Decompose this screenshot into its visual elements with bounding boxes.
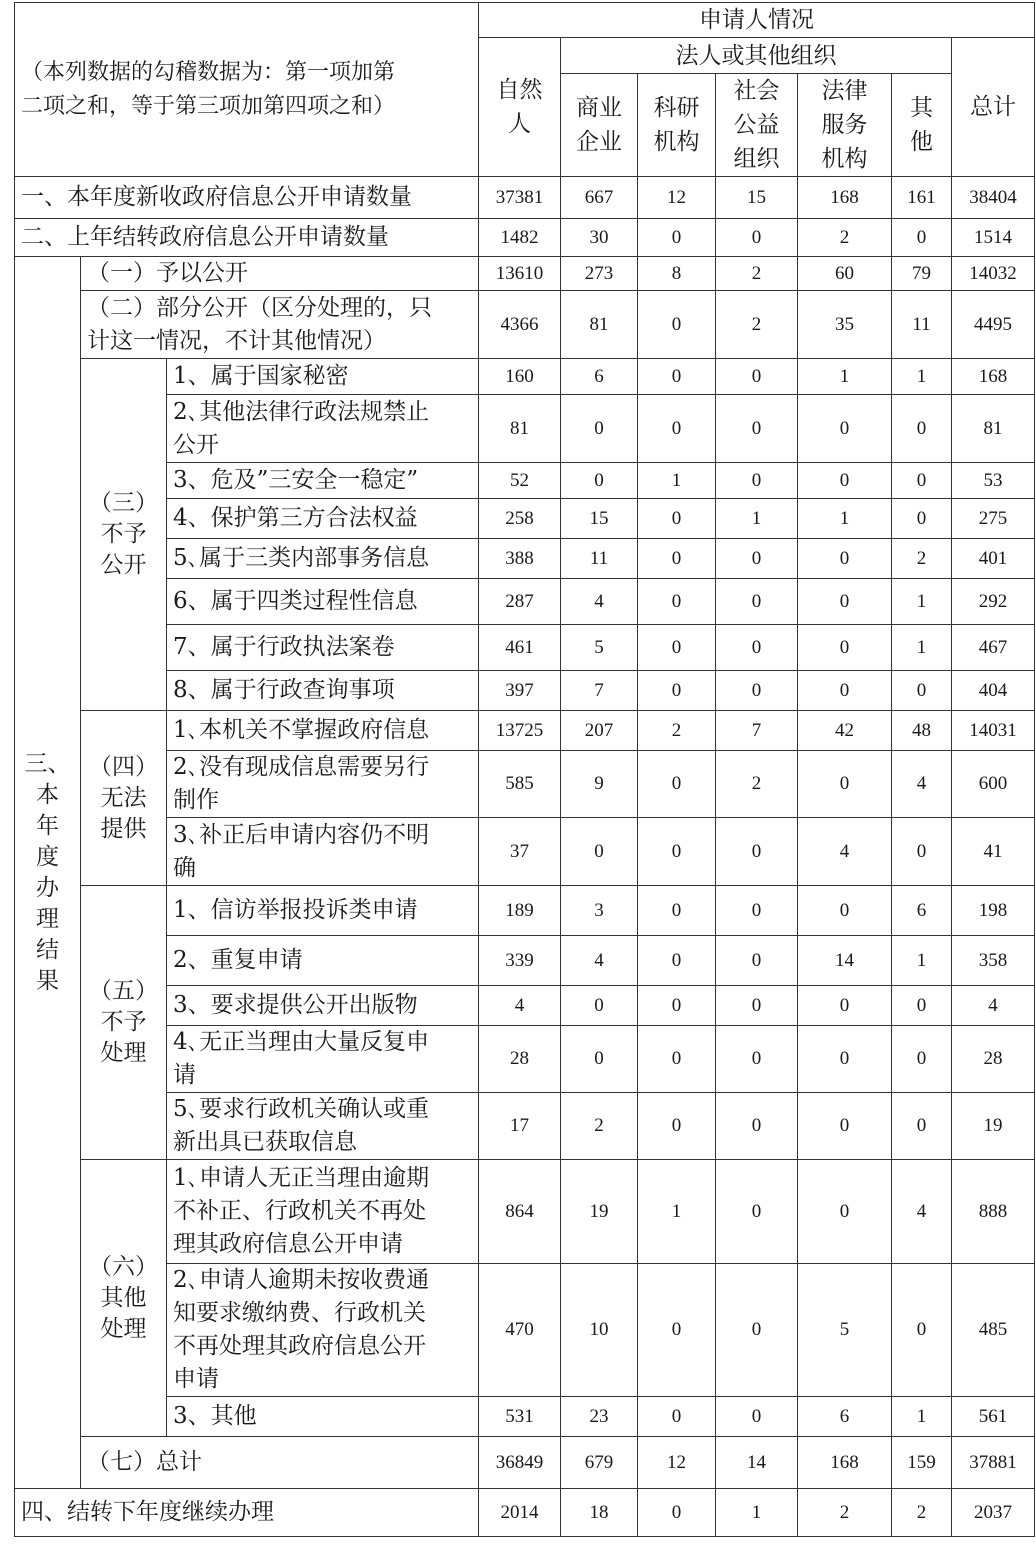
section-three-title-line-4: 度: [36, 843, 59, 870]
not-disclosed-group-item-4-commercial: 15: [561, 499, 638, 539]
row-partially-disclosed-label: [81, 291, 479, 359]
not-processed-group-item-3: [15, 986, 1035, 1026]
not-processed-group-item-3-research: 0: [638, 986, 716, 1026]
not-disclosed-group-item-3-other: 0: [892, 463, 952, 499]
not-processed-group-item-3-legal-service: 0: [798, 986, 892, 1026]
other-processing-group-item-3-natural: 531: [479, 1397, 561, 1437]
cannot-provide-group-label: [81, 711, 167, 886]
not-disclosed-group-item-6-legal-service: 0: [798, 579, 892, 625]
cannot-provide-group-item-2-legal-service: 0: [798, 751, 892, 818]
not-disclosed-group-item-8-research: 0: [638, 671, 716, 711]
not-disclosed-group-item-6-label-line-1: 6、属于四类过程性信息: [173, 588, 418, 614]
not-disclosed-group-item-1-legal-service: 1: [798, 359, 892, 395]
not-processed-group-item-1-other: 6: [892, 886, 952, 936]
other-processing-group-item-1-label-line-3: 理其政府信息公开申请: [173, 1231, 403, 1257]
row-grand-total-commercial: 679: [561, 1437, 638, 1489]
not-disclosed-group-item-4-label: [167, 499, 479, 539]
row-grand-total: [15, 1437, 1035, 1489]
cannot-provide-group-item-2-natural: 585: [479, 751, 561, 818]
not-disclosed-group-item-6: [15, 579, 1035, 625]
not-disclosed-group-label-line-2: 不予: [100, 521, 147, 547]
not-disclosed-group-item-5-research: 0: [638, 539, 716, 579]
other-processing-group-item-2-other: 0: [892, 1264, 952, 1397]
not-processed-group-item-5-public-welfare: 0: [716, 1093, 798, 1160]
row-disclosed-label: （一）予以公开: [81, 257, 479, 291]
not-disclosed-group-item-5: [15, 539, 1035, 579]
not-disclosed-group-item-5-natural: 388: [479, 539, 561, 579]
row-new-requests-other: 161: [892, 177, 952, 219]
row-carried-over-legal-service: 2: [798, 219, 892, 257]
row-grand-total-legal-service: 168: [798, 1437, 892, 1489]
not-disclosed-group-item-2-research: 0: [638, 395, 716, 463]
not-disclosed-group-item-4-legal-service: 1: [798, 499, 892, 539]
not-disclosed-group-item-3-label-line-1: 3、危及”三安全一稳定”: [173, 467, 419, 493]
not-disclosed-group-item-3: [15, 463, 1035, 499]
not-disclosed-group-item-5-label-line-1: 5､属于三类内部事务信息: [173, 545, 430, 571]
other-processing-group-item-1-total: 888: [952, 1160, 1035, 1264]
not-disclosed-group-item-5-commercial: 11: [561, 539, 638, 579]
not-processed-group-item-5-label-line-1: 5､要求行政机关确认或重: [173, 1096, 430, 1122]
not-processed-group-item-4-other: 0: [892, 1026, 952, 1093]
other-processing-group-item-1-label-line-2: 不补正、行政机关不再处: [173, 1198, 426, 1224]
not-processed-group-item-4-label: [167, 1026, 479, 1093]
cannot-provide-group-item-2-label: [167, 751, 479, 818]
not-disclosed-group-item-1-label-line-1: 1、属于国家秘密: [173, 363, 349, 389]
row-carried-over: [15, 219, 1035, 257]
not-processed-group-item-4-label-line-2: 请: [173, 1062, 196, 1088]
other-processing-group-item-3-total: 561: [952, 1397, 1035, 1437]
other-processing-group-label-line-1: （六）: [89, 1253, 158, 1280]
not-processed-group-item-5: [15, 1093, 1035, 1160]
not-disclosed-group-item-4-total: 275: [952, 499, 1035, 539]
row-partially-disclosed-other: 11: [892, 291, 952, 359]
row-new-requests-total: 38404: [952, 177, 1035, 219]
row-carry-next-year-other: 2: [892, 1489, 952, 1537]
not-disclosed-group-item-2-total: 81: [952, 395, 1035, 463]
not-processed-group-label: [81, 886, 167, 1160]
section-three-title-line-6: 理: [36, 905, 59, 932]
row-grand-total-natural: 36849: [479, 1437, 561, 1489]
cannot-provide-group-item-3-other: 0: [892, 818, 952, 886]
not-processed-group-item-1-commercial: 3: [561, 886, 638, 936]
not-disclosed-group-item-8-commercial: 7: [561, 671, 638, 711]
cannot-provide-group-item-3-natural: 37: [479, 818, 561, 886]
not-processed-group-item-3-total: 4: [952, 986, 1035, 1026]
not-disclosed-group-item-6-research: 0: [638, 579, 716, 625]
cannot-provide-group-item-1-natural: 13725: [479, 711, 561, 751]
not-processed-group-item-2-natural: 339: [479, 936, 561, 986]
row-disclosed-total: 14032: [952, 257, 1035, 291]
cannot-provide-group-item-1: [15, 711, 1035, 751]
header-commercial: 商业 企业: [561, 74, 638, 177]
header-natural: 自然 人: [479, 38, 561, 177]
cannot-provide-group-item-3-label-line-2: 确: [173, 854, 196, 881]
not-processed-group-item-5-research: 0: [638, 1093, 716, 1160]
not-processed-group-label-line-3: 处理: [100, 1040, 147, 1066]
not-processed-group-item-4-label-line-1: 4､无正当理由大量反复申: [173, 1029, 430, 1055]
cannot-provide-group-label-line-1: （四）: [89, 753, 158, 780]
row-partially-disclosed-public-welfare: 2: [716, 291, 798, 359]
not-processed-group-item-2-public-welfare: 0: [716, 936, 798, 986]
not-disclosed-group-label: [81, 359, 167, 711]
not-disclosed-group-item-1-research: 0: [638, 359, 716, 395]
section-three-title-line-2: 本: [36, 781, 59, 808]
not-processed-group-item-1: [15, 886, 1035, 936]
header-legal-group: 法人或其他组织: [561, 38, 952, 74]
cannot-provide-group-item-2-total: 600: [952, 751, 1035, 818]
other-processing-group-item-1-natural: 864: [479, 1160, 561, 1264]
not-processed-group-item-2-other: 1: [892, 936, 952, 986]
cannot-provide-group-item-3-public-welfare: 0: [716, 818, 798, 886]
row-carry-next-year-research: 0: [638, 1489, 716, 1537]
row-carry-next-year-label: 四、结转下年度继续办理: [15, 1489, 479, 1537]
cannot-provide-group-item-1-label-line-1: 1､本机关不掌握政府信息: [173, 717, 430, 743]
not-disclosed-group-item-4-research: 0: [638, 499, 716, 539]
not-disclosed-group-item-2-public-welfare: 0: [716, 395, 798, 463]
not-processed-group-item-4: [15, 1026, 1035, 1093]
cannot-provide-group-item-3-label-line-1: 3､补正后申请内容仍不明: [173, 821, 430, 848]
cannot-provide-group-item-1-public-welfare: 7: [716, 711, 798, 751]
other-processing-group-item-3-public-welfare: 0: [716, 1397, 798, 1437]
cannot-provide-group-item-2-label-line-2: 制作: [173, 787, 219, 813]
cannot-provide-group-item-2-public-welfare: 2: [716, 751, 798, 818]
not-disclosed-group-item-3-commercial: 0: [561, 463, 638, 499]
other-processing-group-item-2-label-line-2: 知要求缴纳费、行政机关: [173, 1300, 426, 1326]
other-processing-group-item-2: [15, 1264, 1035, 1397]
cannot-provide-group-item-1-label: [167, 711, 479, 751]
row-carry-next-year: [15, 1489, 1035, 1537]
other-processing-group-item-1-label: [167, 1160, 479, 1264]
row-carried-over-public-welfare: 0: [716, 219, 798, 257]
not-disclosed-group-item-3-label: [167, 463, 479, 499]
not-disclosed-group-item-5-public-welfare: 0: [716, 539, 798, 579]
not-processed-group-item-3-natural: 4: [479, 986, 561, 1026]
not-processed-group-item-4-research: 0: [638, 1026, 716, 1093]
row-new-requests-research: 12: [638, 177, 716, 219]
not-disclosed-group-item-7-legal-service: 0: [798, 625, 892, 671]
not-disclosed-group-item-6-total: 292: [952, 579, 1035, 625]
row-disclosed-other: 79: [892, 257, 952, 291]
not-disclosed-group-item-1-other: 1: [892, 359, 952, 395]
not-disclosed-group-item-2-legal-service: 0: [798, 395, 892, 463]
not-processed-group-item-2-commercial: 4: [561, 936, 638, 986]
cannot-provide-group-item-2-other: 4: [892, 751, 952, 818]
other-processing-group-item-2-research: 0: [638, 1264, 716, 1397]
section-three-title-line-8: 果: [36, 967, 59, 994]
not-disclosed-group-item-7-research: 0: [638, 625, 716, 671]
not-processed-group-item-2-label-line-1: 2、重复申请: [173, 947, 303, 973]
row-carry-next-year-commercial: 18: [561, 1489, 638, 1537]
not-disclosed-group-label-line-3: 公开: [100, 552, 147, 578]
section-three-title-line-5: 办: [36, 874, 59, 901]
not-disclosed-group-item-3-public-welfare: 0: [716, 463, 798, 499]
row-grand-total-public-welfare: 14: [716, 1437, 798, 1489]
not-processed-group-item-5-total: 19: [952, 1093, 1035, 1160]
not-processed-group-item-3-label-line-1: 3、要求提供公开出版物: [173, 992, 418, 1018]
header-public-welfare: 社会 公益 组织: [716, 74, 798, 177]
cannot-provide-group-item-3-legal-service: 4: [798, 818, 892, 886]
not-disclosed-group-item-2: [15, 395, 1035, 463]
not-disclosed-group-item-8-public-welfare: 0: [716, 671, 798, 711]
row-partially-disclosed-commercial: 81: [561, 291, 638, 359]
cannot-provide-group-item-1-commercial: 207: [561, 711, 638, 751]
not-disclosed-group-item-1-public-welfare: 0: [716, 359, 798, 395]
other-processing-group-item-2-total: 485: [952, 1264, 1035, 1397]
other-processing-group-item-3-legal-service: 6: [798, 1397, 892, 1437]
section-three-title-line-3: 年: [36, 812, 59, 839]
not-processed-group-item-5-label-line-2: 新出具已获取信息: [173, 1129, 357, 1155]
not-processed-group-item-1-public-welfare: 0: [716, 886, 798, 936]
not-disclosed-group-item-6-natural: 287: [479, 579, 561, 625]
not-disclosed-group-item-2-label-line-2: 公开: [173, 431, 219, 458]
not-disclosed-group-item-2-natural: 81: [479, 395, 561, 463]
cannot-provide-group-item-1-total: 14031: [952, 711, 1035, 751]
not-disclosed-group-item-4-public-welfare: 1: [716, 499, 798, 539]
not-processed-group-item-1-label-line-1: 1、信访举报投诉类申请: [173, 897, 418, 923]
not-disclosed-group-item-2-label: [167, 395, 479, 463]
not-processed-group-item-2-legal-service: 14: [798, 936, 892, 986]
not-disclosed-group-item-8-total: 404: [952, 671, 1035, 711]
not-disclosed-group-item-8-other: 0: [892, 671, 952, 711]
section-three-title-line-7: 结: [36, 936, 59, 963]
not-disclosed-group-item-8-natural: 397: [479, 671, 561, 711]
other-processing-group-item-2-label-line-4: 申请: [173, 1366, 219, 1392]
row-disclosed-legal-service: 60: [798, 257, 892, 291]
cannot-provide-group-item-1-other: 48: [892, 711, 952, 751]
row-new-requests-natural: 37381: [479, 177, 561, 219]
not-disclosed-group-item-1-commercial: 6: [561, 359, 638, 395]
not-disclosed-group-item-7-natural: 461: [479, 625, 561, 671]
other-processing-group-item-2-natural: 470: [479, 1264, 561, 1397]
not-processed-group-item-3-label: [167, 986, 479, 1026]
cannot-provide-group-item-1-research: 2: [638, 711, 716, 751]
other-processing-group-item-3-research: 0: [638, 1397, 716, 1437]
not-processed-group-item-4-total: 28: [952, 1026, 1035, 1093]
other-processing-group-item-1-legal-service: 0: [798, 1160, 892, 1264]
not-disclosed-group-item-2-commercial: 0: [561, 395, 638, 463]
row-disclosed-commercial: 273: [561, 257, 638, 291]
not-disclosed-group-item-8-label: [167, 671, 479, 711]
not-processed-group-item-1-label: [167, 886, 479, 936]
not-disclosed-group-item-6-public-welfare: 0: [716, 579, 798, 625]
not-disclosed-group-item-4-other: 0: [892, 499, 952, 539]
not-disclosed-group-label-line-1: （三）: [89, 490, 158, 516]
not-disclosed-group-item-4-label-line-1: 4、保护第三方合法权益: [173, 505, 418, 531]
row-partially-disclosed-label-line-1: （二）部分公开（区分处理的，只: [87, 294, 432, 321]
not-disclosed-group-item-7-label-line-1: 7、属于行政执法案卷: [173, 634, 395, 660]
other-processing-group-item-2-label-line-1: 2､申请人逾期未按收费通: [173, 1267, 430, 1293]
other-processing-group-item-1-research: 1: [638, 1160, 716, 1264]
row-carried-over-total: 1514: [952, 219, 1035, 257]
row-disclosed-public-welfare: 2: [716, 257, 798, 291]
other-processing-group-item-2-public-welfare: 0: [716, 1264, 798, 1397]
not-disclosed-group-item-2-other: 0: [892, 395, 952, 463]
row-partially-disclosed-legal-service: 35: [798, 291, 892, 359]
section-three-title: [15, 257, 81, 1489]
row-grand-total-label: （七）总计: [81, 1437, 479, 1489]
not-processed-group-item-1-research: 0: [638, 886, 716, 936]
cannot-provide-group-item-3: [15, 818, 1035, 886]
not-processed-group-item-3-public-welfare: 0: [716, 986, 798, 1026]
disclosure-statistics-table: [14, 2, 1035, 1537]
other-processing-group-label-line-2: 其他: [100, 1284, 147, 1311]
not-disclosed-group-item-8-label-line-1: 8、属于行政查询事项: [173, 677, 395, 703]
other-processing-group-item-3: [15, 1397, 1035, 1437]
header-total: 总计: [952, 38, 1035, 177]
row-disclosed: [15, 257, 1035, 291]
note-cell: [15, 3, 479, 177]
other-processing-group-item-2-legal-service: 5: [798, 1264, 892, 1397]
other-processing-group-item-3-label-line-1: 3、其他: [173, 1403, 257, 1429]
cannot-provide-group-item-2-label-line-1: 2､没有现成信息需要另行: [173, 754, 430, 780]
not-disclosed-group-item-6-commercial: 4: [561, 579, 638, 625]
other-processing-group-item-1-commercial: 19: [561, 1160, 638, 1264]
not-processed-group-item-4-natural: 28: [479, 1026, 561, 1093]
not-disclosed-group-item-5-label: [167, 539, 479, 579]
other-processing-group-item-2-label-line-3: 不再处理其政府信息公开: [173, 1333, 426, 1359]
not-processed-group-item-5-natural: 17: [479, 1093, 561, 1160]
other-processing-group-item-1-label-line-1: 1､申请人无正当理由逾期: [173, 1165, 430, 1191]
cannot-provide-group-item-1-legal-service: 42: [798, 711, 892, 751]
row-partially-disclosed-natural: 4366: [479, 291, 561, 359]
not-disclosed-group-item-8-legal-service: 0: [798, 671, 892, 711]
other-processing-group-label-line-3: 处理: [100, 1315, 147, 1342]
not-processed-group-item-2-label: [167, 936, 479, 986]
header-other: 其 他: [892, 74, 952, 177]
other-processing-group-item-1-public-welfare: 0: [716, 1160, 798, 1264]
not-disclosed-group-item-7-public-welfare: 0: [716, 625, 798, 671]
row-carried-over-commercial: 30: [561, 219, 638, 257]
not-disclosed-group-item-1-total: 168: [952, 359, 1035, 395]
row-grand-total-other: 159: [892, 1437, 952, 1489]
row-grand-total-total: 37881: [952, 1437, 1035, 1489]
not-processed-group-item-3-commercial: 0: [561, 986, 638, 1026]
other-processing-group-item-3-label: [167, 1397, 479, 1437]
cannot-provide-group-item-2: [15, 751, 1035, 818]
other-processing-group-item-1-other: 4: [892, 1160, 952, 1264]
not-disclosed-group-item-5-other: 2: [892, 539, 952, 579]
not-disclosed-group-item-5-legal-service: 0: [798, 539, 892, 579]
cannot-provide-group-item-3-total: 41: [952, 818, 1035, 886]
not-disclosed-group-item-3-legal-service: 0: [798, 463, 892, 499]
not-processed-group-item-5-legal-service: 0: [798, 1093, 892, 1160]
row-carried-over-label: 二、上年结转政府信息公开申请数量: [15, 219, 479, 257]
row-disclosed-research: 8: [638, 257, 716, 291]
not-disclosed-group-item-7-other: 1: [892, 625, 952, 671]
not-disclosed-group-item-3-natural: 52: [479, 463, 561, 499]
section-three-title-line-1: 三、: [24, 750, 71, 777]
not-disclosed-group-item-6-label: [167, 579, 479, 625]
row-new-requests-commercial: 667: [561, 177, 638, 219]
row-carried-over-research: 0: [638, 219, 716, 257]
not-disclosed-group-item-5-total: 401: [952, 539, 1035, 579]
not-processed-group-item-2: [15, 936, 1035, 986]
header-applicant: 申请人情况: [479, 3, 1035, 38]
row-carry-next-year-natural: 2014: [479, 1489, 561, 1537]
other-processing-group-item-2-label: [167, 1264, 479, 1397]
not-disclosed-group-item-1-natural: 160: [479, 359, 561, 395]
not-disclosed-group-item-4-natural: 258: [479, 499, 561, 539]
other-processing-group-item-2-commercial: 10: [561, 1264, 638, 1397]
row-partially-disclosed-research: 0: [638, 291, 716, 359]
cannot-provide-group-label-line-3: 提供: [100, 815, 147, 842]
not-processed-group-label-line-1: （五）: [89, 978, 158, 1004]
not-disclosed-group-item-3-total: 53: [952, 463, 1035, 499]
row-partially-disclosed: [15, 291, 1035, 359]
not-processed-group-item-5-label: [167, 1093, 479, 1160]
row-new-requests-legal-service: 168: [798, 177, 892, 219]
row-partially-disclosed-label-line-2: 计这一情况，不计其他情况）: [87, 327, 386, 354]
not-disclosed-group-item-7-commercial: 5: [561, 625, 638, 671]
row-partially-disclosed-total: 4495: [952, 291, 1035, 359]
cannot-provide-group-item-3-label: [167, 818, 479, 886]
note-line-2: 二项之和，等于第三项加第四项之和）: [21, 93, 396, 119]
cannot-provide-group-item-3-research: 0: [638, 818, 716, 886]
row-new-requests: [15, 177, 1035, 219]
not-disclosed-group-item-7: [15, 625, 1035, 671]
row-new-requests-label: 一、本年度新收政府信息公开申请数量: [15, 177, 479, 219]
not-processed-group-item-4-legal-service: 0: [798, 1026, 892, 1093]
not-disclosed-group-item-6-other: 1: [892, 579, 952, 625]
not-processed-group-label-line-2: 不予: [100, 1009, 147, 1035]
other-processing-group-label: [81, 1160, 167, 1437]
other-processing-group-item-3-other: 1: [892, 1397, 952, 1437]
not-disclosed-group-item-3-research: 1: [638, 463, 716, 499]
not-disclosed-group-item-8: [15, 671, 1035, 711]
not-disclosed-group-item-1: [15, 359, 1035, 395]
not-processed-group-item-2-total: 358: [952, 936, 1035, 986]
not-processed-group-item-4-public-welfare: 0: [716, 1026, 798, 1093]
not-processed-group-item-1-total: 198: [952, 886, 1035, 936]
row-carried-over-other: 0: [892, 219, 952, 257]
not-disclosed-group-item-2-label-line-1: 2､其他法律行政法规禁止: [173, 398, 430, 425]
not-disclosed-group-item-7-total: 467: [952, 625, 1035, 671]
cannot-provide-group-item-3-commercial: 0: [561, 818, 638, 886]
other-processing-group-item-1: [15, 1160, 1035, 1264]
not-processed-group-item-5-commercial: 2: [561, 1093, 638, 1160]
row-carry-next-year-total: 2037: [952, 1489, 1035, 1537]
row-carry-next-year-public-welfare: 1: [716, 1489, 798, 1537]
not-processed-group-item-5-other: 0: [892, 1093, 952, 1160]
not-processed-group-item-4-commercial: 0: [561, 1026, 638, 1093]
header-research: 科研 机构: [638, 74, 716, 177]
not-processed-group-item-3-other: 0: [892, 986, 952, 1026]
row-disclosed-natural: 13610: [479, 257, 561, 291]
cannot-provide-group-item-2-research: 0: [638, 751, 716, 818]
row-grand-total-research: 12: [638, 1437, 716, 1489]
not-disclosed-group-item-4: [15, 499, 1035, 539]
row-carried-over-natural: 1482: [479, 219, 561, 257]
not-processed-group-item-1-legal-service: 0: [798, 886, 892, 936]
row-carry-next-year-legal-service: 2: [798, 1489, 892, 1537]
not-processed-group-item-1-natural: 189: [479, 886, 561, 936]
header-legal-service: 法律 服务 机构: [798, 74, 892, 177]
other-processing-group-item-3-commercial: 23: [561, 1397, 638, 1437]
not-processed-group-item-2-research: 0: [638, 936, 716, 986]
not-disclosed-group-item-7-label: [167, 625, 479, 671]
cannot-provide-group-label-line-2: 无法: [100, 784, 147, 811]
row-new-requests-public-welfare: 15: [716, 177, 798, 219]
cannot-provide-group-item-2-commercial: 9: [561, 751, 638, 818]
not-disclosed-group-item-1-label: [167, 359, 479, 395]
note-line-1: （本列数据的勾稽数据为：第一项加第: [21, 59, 396, 85]
